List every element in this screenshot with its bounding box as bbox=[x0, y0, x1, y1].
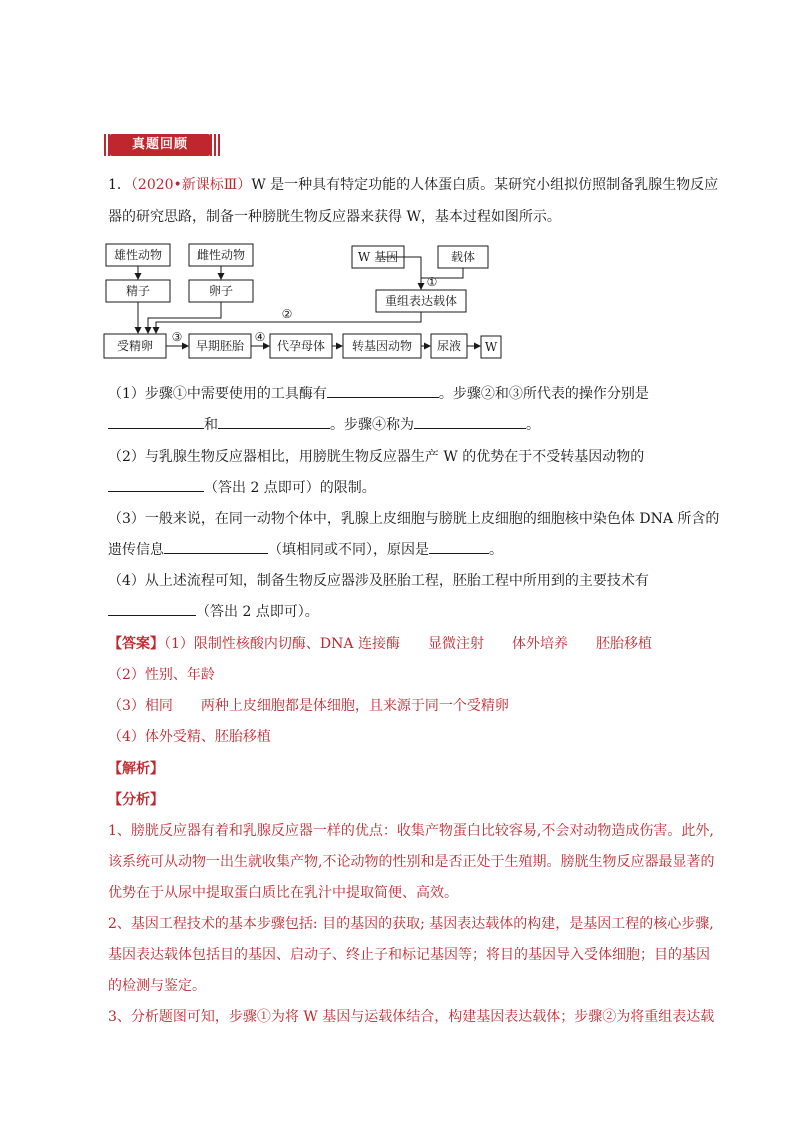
q3-text-b: 遗传信息 bbox=[108, 542, 164, 558]
para1-line3: 优势在于从尿中提取蛋白质比在乳汁中提取简便、高效。 bbox=[108, 885, 458, 901]
answer-3b: 两种上皮细胞都是体细胞，且来源于同一个受精卵 bbox=[200, 698, 509, 714]
q1-line2 bbox=[108, 414, 540, 434]
q4-line2 bbox=[108, 601, 319, 621]
label-step3: ③ bbox=[171, 330, 183, 344]
label-urine: 尿液 bbox=[436, 339, 462, 353]
section-badge bbox=[110, 134, 214, 156]
para3-line1: 3、分析题图可知，步骤①为将 W 基因与运载体结合，构建基因表达载体；步骤②为将重组表达载 bbox=[108, 1009, 715, 1025]
answer-1a: （1）限制性核酸内切酶、DNA 连接酶 bbox=[164, 636, 400, 652]
q3-text-d: 。 bbox=[489, 542, 503, 558]
answer-1d: 胚胎移植 bbox=[595, 636, 652, 652]
answer-line2: （2）性别、年龄 bbox=[108, 667, 215, 683]
q1-text-d: 。步骤④称为 bbox=[330, 417, 414, 433]
para2-line3: 的检测与鉴定。 bbox=[108, 978, 206, 994]
label-recombinant-vector: 重组表达载体 bbox=[384, 294, 458, 308]
q1-text-e: 。 bbox=[526, 417, 540, 433]
section-badge-label: 真题回顾 bbox=[110, 134, 210, 156]
q1-line1 bbox=[108, 383, 649, 403]
q1-blank-1 bbox=[327, 383, 439, 398]
label-female-animal: 雌性动物 bbox=[196, 248, 246, 262]
label-transgenic-animal: 转基因动物 bbox=[351, 339, 413, 353]
process-diagram bbox=[100, 238, 510, 364]
para1-line1: 1、膀胱反应器有着和乳腺反应器一样的优点：收集产物蛋白比较容易,不会对动物造成伤害。此外, bbox=[108, 823, 714, 839]
answer-label: 【答案】 bbox=[108, 636, 164, 652]
analysis-label: 【解析】 bbox=[108, 761, 164, 777]
q1-blank-2 bbox=[108, 414, 204, 429]
q1-text-a: （1）步骤①中需要使用的工具酶有 bbox=[108, 386, 327, 402]
question-source: （2020•新课标Ⅲ） bbox=[130, 177, 252, 193]
q1-blank-3 bbox=[218, 414, 330, 429]
q2-line2 bbox=[108, 477, 376, 497]
q3-line1: （3）一般来说，在同一动物个体中，乳腺上皮细胞与膀胱上皮细胞的细胞核中染色体 DNA 所含的 bbox=[108, 511, 720, 527]
q1-blank-4 bbox=[414, 414, 526, 429]
q3-line2 bbox=[108, 539, 503, 559]
badge-stripes-right bbox=[210, 134, 220, 156]
label-vector: 载体 bbox=[450, 250, 476, 264]
label-fertilized-egg: 受精卵 bbox=[116, 339, 154, 353]
label-egg: 卵子 bbox=[208, 284, 234, 298]
q4-text-b: （答出 2 点即可）。 bbox=[196, 604, 319, 620]
q3-text-c: （填相同或不同），原因是 bbox=[268, 542, 429, 558]
q2-line1: （2）与乳腺生物反应器相比，用膀胱生物反应器生产 W 的优势在于不受转基因动物的 bbox=[108, 449, 645, 465]
q2-text-b: （答出 2 点即可）的限制。 bbox=[204, 480, 376, 496]
q2-blank bbox=[108, 477, 204, 492]
question-stem-line1 bbox=[108, 174, 718, 194]
fenxi-label: 【分析】 bbox=[108, 792, 164, 808]
answer-line1 bbox=[108, 633, 652, 653]
question-stem-line2: 器的研究思路，制备一种膀胱生物反应器来获得 W，基本过程如图所示。 bbox=[108, 209, 561, 225]
question-stem-text1: W 是一种具有特定功能的人体蛋白质。某研究小组拟仿照制备乳腺生物反应 bbox=[251, 177, 719, 193]
q4-blank bbox=[108, 601, 196, 616]
label-early-embryo: 早期胚胎 bbox=[195, 339, 245, 353]
label-step2: ② bbox=[281, 307, 293, 321]
question-number: 1． bbox=[108, 177, 131, 193]
q3-blank-2 bbox=[429, 539, 489, 554]
q3-blank-1 bbox=[164, 539, 268, 554]
label-step4: ④ bbox=[254, 330, 266, 344]
answer-1c: 体外培养 bbox=[511, 636, 568, 652]
answer-line3 bbox=[108, 695, 509, 715]
label-step1: ① bbox=[426, 275, 438, 289]
q1-text-c: 和 bbox=[204, 417, 218, 433]
answer-line4: （4）体外受精、胚胎移植 bbox=[108, 729, 271, 745]
answer-3a: （3）相同 bbox=[108, 698, 173, 714]
para1-line2: 该系统可从动物一出生就收集产物,不论动物的性别和是否正处于生殖期。膀胱生物反应器最显著的 bbox=[108, 854, 715, 870]
q4-line1: （4）从上述流程可知，制备生物反应器涉及胚胎工程，胚胎工程中所用到的主要技术有 bbox=[108, 573, 649, 589]
para2-line1: 2、基因工程技术的基本步骤包括: 目的基因的获取; 基因表达载体的构建，是基因工程的核心步骤, bbox=[108, 916, 714, 932]
label-w-product: W bbox=[484, 340, 498, 354]
q1-text-b: 。步骤②和③所代表的操作分别是 bbox=[438, 386, 649, 402]
label-male-animal: 雄性动物 bbox=[113, 248, 163, 262]
label-w-gene: W 基因 bbox=[357, 250, 399, 264]
answer-1b: 显微注射 bbox=[427, 636, 484, 652]
para2-line2: 基因表达载体包括目的基因、启动子、终止子和标记基因等；将目的基因导入受体细胞；目的基因 bbox=[108, 947, 710, 963]
label-sperm: 精子 bbox=[125, 284, 151, 298]
label-surrogate-mother: 代孕母体 bbox=[276, 339, 326, 353]
